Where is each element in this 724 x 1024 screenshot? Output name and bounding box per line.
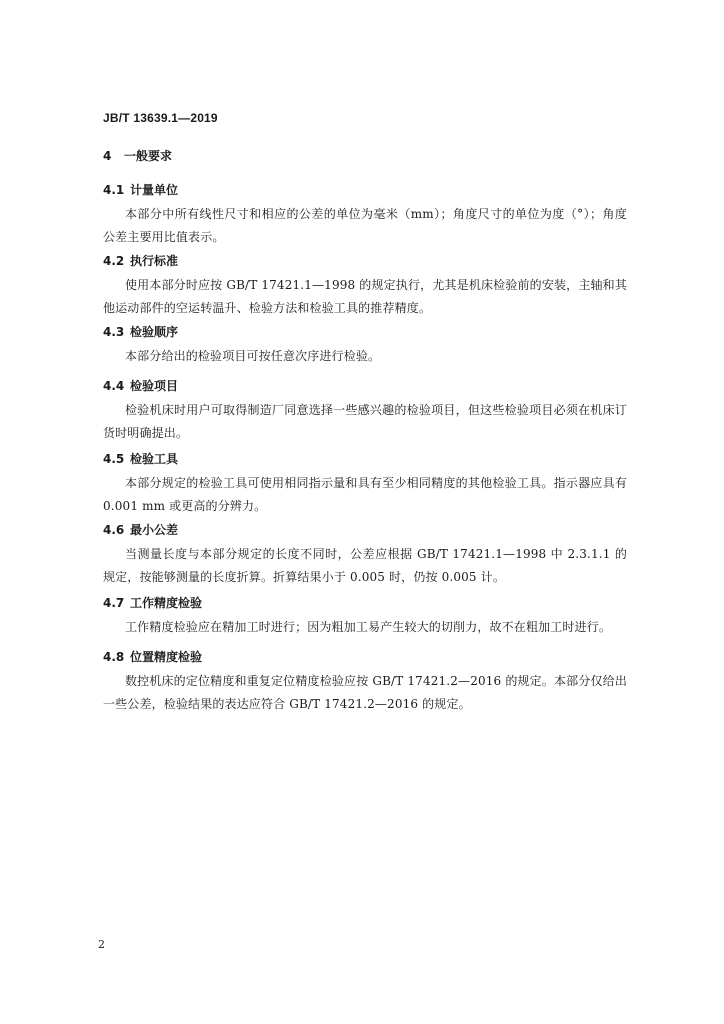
standard-code: JB/T 13639.1—2019 — [103, 111, 218, 125]
paragraph-4-7: 工作精度检验应在精加工时进行；因为粗加工易产生较大的切削力，故不在粗加工时进行。 — [125, 620, 612, 634]
subsection-number: 4.2 — [103, 254, 125, 268]
section-heading-4 — [103, 147, 172, 164]
subsection-number: 4.1 — [103, 183, 125, 197]
subsection-heading-4-2 — [103, 252, 178, 269]
subsection-heading-4-7 — [103, 594, 202, 611]
page-number: 2 — [98, 938, 105, 951]
subsection-heading-4-1 — [103, 181, 178, 198]
subsection-number: 4.5 — [103, 452, 125, 466]
subsection-heading-4-8 — [103, 648, 202, 665]
subsection-number: 4.8 — [103, 650, 125, 664]
subsection-heading-4-6 — [103, 521, 178, 538]
subsection-number: 4.3 — [103, 325, 125, 339]
subsection-number: 4.4 — [103, 379, 125, 393]
subsection-title: 检验项目 — [130, 379, 179, 393]
paragraph-4-5: 本部分规定的检验工具可使用相同指示量和具有至少相同精度的其他检验工具。指示器应具有 0.001 mm 或更高的分辨力。 — [103, 476, 627, 513]
paragraph-4-8: 数控机床的定位精度和重复定位精度检验应按 GB/T 17421.2—2016 的规定。本部分仅给出一些公差，检验结果的表达应符合 GB/T 17421.2—2016 的规定。 — [103, 674, 627, 711]
subsection-title: 计量单位 — [130, 183, 179, 197]
subsection-heading-4-4 — [103, 377, 178, 394]
section-title: 一般要求 — [124, 149, 173, 163]
paragraph-4-6: 当测量长度与本部分规定的长度不同时，公差应根据 GB/T 17421.1—1998 中 2.3.1.1 的规定，按能够测量的长度折算。折算结果小于 0.005 时，仍按 0.005 计。 — [103, 547, 627, 584]
paragraph-4-4: 检验机床时用户可取得制造厂同意选择一些感兴趣的检验项目，但这些检验项目必须在机床订货时明确提出。 — [103, 403, 627, 440]
subsection-title: 位置精度检验 — [130, 650, 203, 664]
subsection-title: 检验顺序 — [130, 325, 179, 339]
subsection-title: 最小公差 — [130, 523, 179, 537]
subsection-number: 4.6 — [103, 523, 125, 537]
subsection-heading-4-3 — [103, 323, 178, 340]
paragraph-4-1: 本部分中所有线性尺寸和相应的公差的单位为毫米（mm）；角度尺寸的单位为度（°）；角度公差主要用比值表示。 — [103, 207, 627, 244]
subsection-title: 检验工具 — [130, 452, 179, 466]
paragraph-4-3: 本部分给出的检验项目可按任意次序进行检验。 — [125, 349, 381, 363]
section-number: 4 — [103, 149, 112, 163]
subsection-heading-4-5 — [103, 450, 178, 467]
subsection-title: 工作精度检验 — [130, 596, 203, 610]
subsection-title: 执行标准 — [130, 254, 179, 268]
subsection-number: 4.7 — [103, 596, 125, 610]
paragraph-4-2: 使用本部分时应按 GB/T 17421.1—1998 的规定执行，尤其是机床检验前的安装，主轴和其他运动部件的空运转温升、检验方法和检验工具的推荐精度。 — [103, 278, 627, 315]
